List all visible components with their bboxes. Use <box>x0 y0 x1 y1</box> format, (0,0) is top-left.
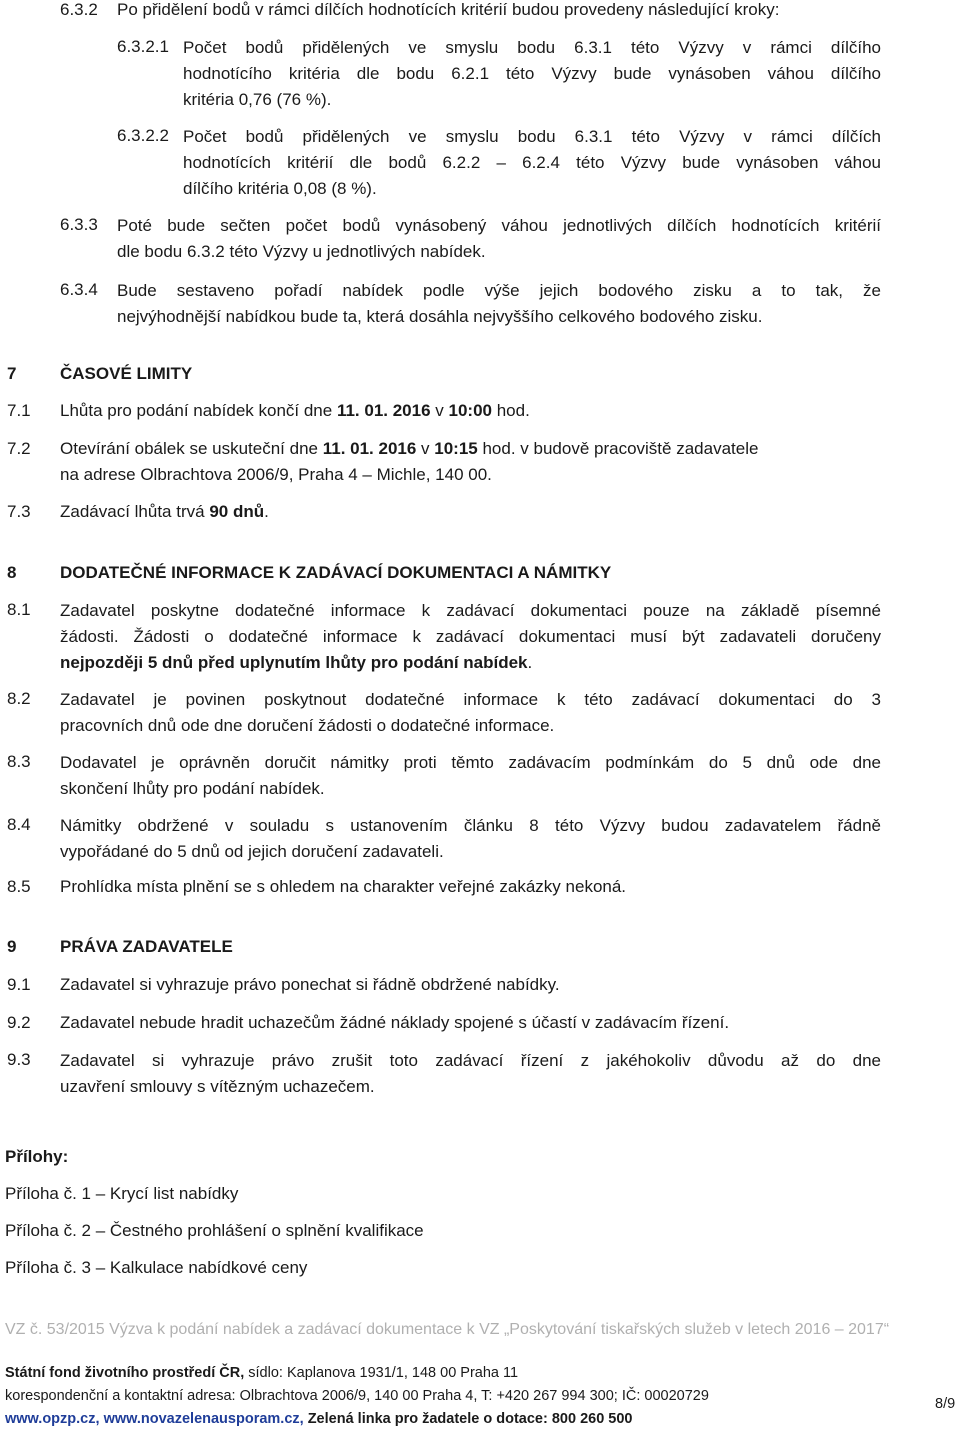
opzp-link[interactable]: www.opzp.cz, <box>5 1411 100 1427</box>
novazelenausporam-link[interactable]: www.novazelenausporam.cz, <box>103 1411 304 1427</box>
item-number: 8.4 <box>7 815 31 834</box>
item-number: 6.3.2.2 <box>117 126 169 145</box>
section-line: dle bodu 6.3.2 této Výzvy u jednotlivých nabídek. <box>117 242 486 261</box>
item-number: 7.2 <box>7 439 31 458</box>
document-reference: VZ č. 53/2015 Výzva k podání nabídek a zadávací dokumentace k VZ „Poskytování tiskařských služeb v letech 2016 – 2017“ <box>5 1321 890 1338</box>
item-line: uzavření smlouvy s vítězným uchazečem. <box>60 1077 375 1096</box>
heading-title: PRÁVA ZADAVATELE <box>60 937 233 956</box>
section-line: Poté bude sečten počet bodů vynásobený váhou jednotlivých dílčích hodnotících kritérií <box>117 216 881 235</box>
item-line: Zadavatel si vyhrazuje právo zrušit toto zadávací řízení z jakéhokoliv důvodu až do dne <box>60 1051 881 1070</box>
item-line: Námitky obdržené v souladu s ustanovením článku 8 této Výzvy budou zadavatelem řádně <box>60 816 881 835</box>
item-line: Počet bodů přidělených ve smyslu bodu 6.3.1 této Výzvy v rámci dílčího <box>183 38 881 57</box>
item-number: 8.2 <box>7 689 31 708</box>
footer-address: korespondenční a kontaktní adresa: Olbrachtova 2006/9, 140 00 Praha 4, T: +420 267 994 300; IČ: 00020729 <box>5 1388 709 1404</box>
heading-number: 8 <box>7 563 17 582</box>
item-number: 8.3 <box>7 752 31 771</box>
section-number: 6.3.3 <box>60 215 98 234</box>
item-line: dílčího kritéria 0,08 (8 %). <box>183 179 377 198</box>
item-line: kritéria 0,76 (76 %). <box>183 90 332 109</box>
item-number: 9.2 <box>7 1013 31 1032</box>
footer-links: www.opzp.cz, www.novazelenausporam.cz, Zelená linka pro žadatele o dotace: 800 260 500 <box>5 1411 633 1427</box>
section-line: Bude sestaveno pořadí nabídek podle výše jejich bodového zisku a to tak, že <box>117 281 881 300</box>
attachment-item: Příloha č. 3 – Kalkulace nabídkové ceny <box>5 1258 308 1277</box>
item-line: žádosti. Žádosti o dodatečné informace k zadávací dokumentaci musí být zadavateli doručeny <box>60 627 881 646</box>
opening-text: Otevírání obálek se uskuteční dne 11. 01. 2016 v 10:15 hod. v budově pracoviště zadavatele <box>60 439 759 458</box>
section-text: Po přidělení bodů v rámci dílčích hodnotících kritérií budou provedeny následující kroky: <box>117 0 780 19</box>
item-line: skončení lhůty pro podání nabídek. <box>60 779 325 798</box>
item-text: Zadavatel si vyhrazuje právo ponechat si řádně obdržené nabídky. <box>60 975 560 994</box>
deadline-text: Lhůta pro podání nabídek končí dne 11. 01. 2016 v 10:00 hod. <box>60 401 530 420</box>
item-line: Počet bodů přidělených ve smyslu bodu 6.3.1 této Výzvy v rámci dílčích <box>183 127 881 146</box>
section-number: 6.3.4 <box>60 280 98 299</box>
opening-address: na adrese Olbrachtova 2006/9, Praha 4 – Michle, 140 00. <box>60 465 492 484</box>
attachments-heading: Přílohy: <box>5 1147 69 1166</box>
item-line: vypořádané do 5 dnů od jejich doručení zadavateli. <box>60 842 444 861</box>
item-number: 7.3 <box>7 502 31 521</box>
item-line: nejpozději 5 dnů před uplynutím lhůty pro podání nabídek. <box>60 653 533 672</box>
item-line: Zadavatel poskytne dodatečné informace k zadávací dokumentaci pouze na základě písemné <box>60 601 881 620</box>
heading-number: 9 <box>7 937 17 956</box>
page-number: 8/9 <box>935 1396 956 1412</box>
item-number: 9.1 <box>7 975 31 994</box>
section-number: 6.3.2 <box>60 0 98 19</box>
item-line: Dodavatel je oprávněn doručit námitky proti těmto zadávacím podmínkám do 5 dnů ode dne <box>60 753 881 772</box>
item-number: 8.1 <box>7 600 31 619</box>
item-text: Prohlídka místa plnění se s ohledem na charakter veřejné zakázky nekoná. <box>60 877 627 896</box>
attachment-item: Příloha č. 2 – Čestného prohlášení o splnění kvalifikace <box>5 1221 424 1240</box>
item-text: Zadavatel nebude hradit uchazečům žádné náklady spojené s účastí v zadávacím řízení. <box>60 1013 730 1032</box>
item-number: 6.3.2.1 <box>117 37 169 56</box>
item-number: 8.5 <box>7 877 31 896</box>
item-number: 9.3 <box>7 1050 31 1069</box>
item-line: Zadavatel je povinen poskytnout dodatečné informace k této zadávací dokumentaci do 3 <box>60 690 881 709</box>
footer-organization: Státní fond životního prostředí ČR, sídlo: Kaplanova 1931/1, 148 00 Praha 11 <box>5 1365 519 1381</box>
heading-title: ČASOVÉ LIMITY <box>60 364 193 383</box>
section-line: nejvýhodnější nabídkou bude ta, která dosáhla nejvyššího celkového bodového zisku. <box>117 307 763 326</box>
heading-title: DODATEČNÉ INFORMACE K ZADÁVACÍ DOKUMENTACI A NÁMITKY <box>60 563 612 582</box>
validity-text: Zadávací lhůta trvá 90 dnů. <box>60 502 269 521</box>
item-number: 7.1 <box>7 401 31 420</box>
item-line: hodnotících kritérií dle bodů 6.2.2 – 6.2.4 této Výzvy bude vynásoben váhou <box>183 153 881 172</box>
item-line: hodnotícího kritéria dle bodu 6.2.1 této Výzvy bude vynásoben váhou dílčího <box>183 64 881 83</box>
item-line: pracovních dnů ode dne doručení žádosti o dodatečné informace. <box>60 716 555 735</box>
attachment-item: Příloha č. 1 – Krycí list nabídky <box>5 1184 239 1203</box>
heading-number: 7 <box>7 364 17 383</box>
